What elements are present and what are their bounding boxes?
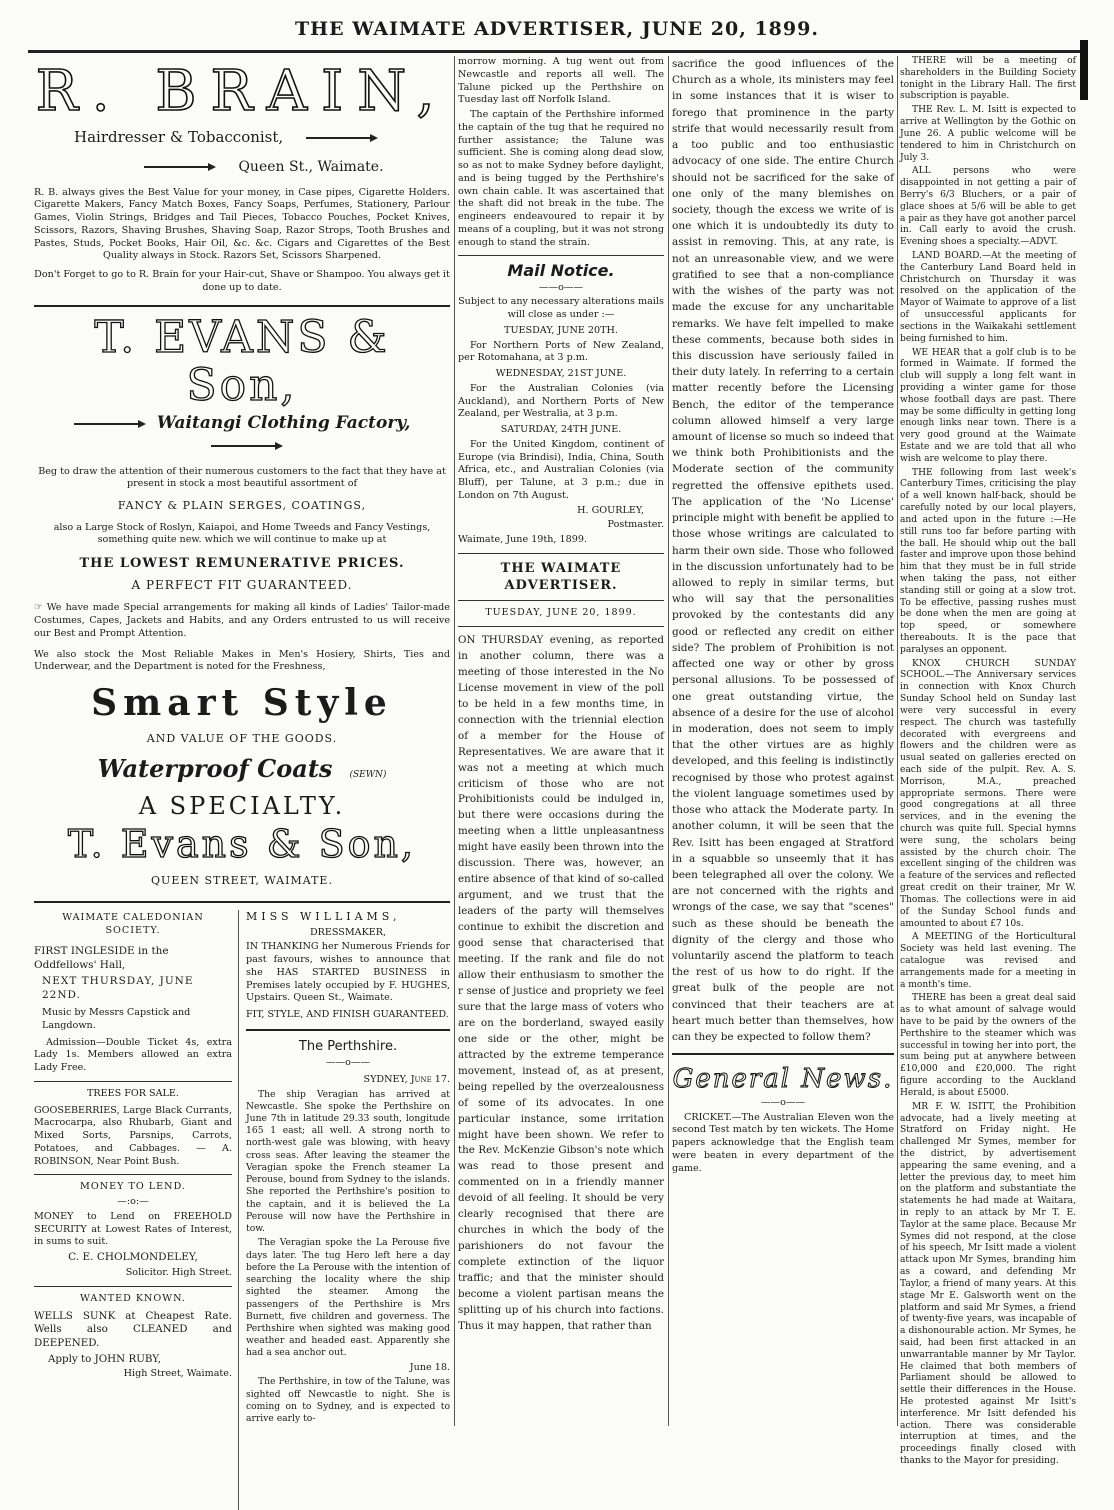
evans-waterproof-text: Waterproof Coats — [97, 753, 333, 783]
notice-divider — [34, 1286, 232, 1287]
general-news-separator: ——o—— — [760, 1096, 806, 1108]
mail-day-body: For the Australian Colonies (via Auckland), and Northern Ports of New Zealand, per Westralia, at 3 p.m. — [458, 382, 664, 420]
perthshire-title: The Perthshire. — [298, 1038, 398, 1054]
perthshire-para: The Veragian spoke the La Perouse five days later. The tug Hero left here a day before the La Perouse with the intention of searching the locality where the ship sighted the steamer. Among the passengers of the Perthshire is Mrs Burnett, five children and governess. The Perthshire when sighted was making good weather and headed east. Apparently she had a sea anchor out. — [246, 1237, 450, 1359]
evans-intro: Beg to draw the attention of their numerous customers to the fact that they have at present in stock a most beautiful assortment of — [38, 465, 446, 490]
perthshire-para: The ship Veragian has arrived at Newcastle. She spoke the Perthshire on June 7th in latitude 29.33 south, longitude 165 1 east; all well. A strong north to north-west gale was blowing, with heavy cross seas. After leaving the steamer the Veragian spoke the French steamer La Perouse, bound from Sydney to the islands. She reported the Perthshire's position to the captain, and it is believed the La Perouse will now have the Perthshire in tow. — [246, 1088, 450, 1235]
perthshire-separator: ——o—— — [325, 1057, 371, 1069]
news-item: ALL persons who were disappointed in not getting a pair of Berry's 6/3 Bluchers, or a pair of glace shoes at 5/6 will be able to get a pair as they have got another parcel in. Call early to avoid the crush. Evening shoes a specialty.—ADVT. — [900, 166, 1076, 248]
evans-street: QUEEN STREET, WAIMATE. — [151, 874, 333, 888]
perthshire-continued: The captain of the Perthshire informed the captain of the tug that he required no further assistance; the Talune was sufficient. She is coming along dead slow, so as not to make Sydney before daylight, and is being tugged by the Perthshire's own chain cable. It was ascertained that the shaft did not break in the tube. The engineers endeavoured to repair it by means of a coupling, but it was not strong enough to stand the strain. — [458, 109, 664, 248]
news-item: WE HEAR that a golf club is to be formed in Waimate. If formed the club will supply a long felt want in providing a winter game for those whose football days are past. There may be some difficulty in getting long enough links near town. There is a very good ground at the Waimate Estate and we are told that all who wish are welcome to play there. — [900, 347, 1076, 464]
money-title: MONEY TO LEND. — [80, 1181, 186, 1193]
editorial-header — [458, 560, 664, 627]
williams-title: MISS WILLIAMS, — [246, 909, 401, 923]
evans-ladies — [34, 602, 450, 640]
notice-divider — [34, 1081, 232, 1082]
small-ads-right — [246, 910, 450, 1428]
mail-date: Waimate, June 19th, 1899. — [458, 534, 587, 546]
mail-day: WEDNESDAY, 21ST JUNE. — [495, 368, 627, 380]
column-rule — [897, 56, 898, 1426]
mail-intro: Subject to any necessary alterations mails will close as under :— — [458, 296, 664, 321]
news-item: THE following from last week's Canterbury Times, criticising the play of a well known half-back, should be carefully noted by our local players, and acted upon in the future :—He still runs too far before parting with the ball. He should whip out the ball faster and improve upon those behind him that they must be in full stride when taking the pass, not either standing still or going at a slow trot. To be effective, passing rushes must be done when the men are going at top speed, or somewhere thereabouts. It is the pace that paralyses an opponent. — [900, 467, 1076, 655]
money-name: C. E. CHOLMONDELEY, — [68, 1251, 198, 1264]
wanted-title: WANTED KNOWN. — [80, 1292, 186, 1304]
mail-notice — [458, 260, 664, 547]
evans-smart-style: Smart Style — [91, 682, 393, 725]
ornament-icon — [306, 137, 376, 139]
mail-day: SATURDAY, 24TH JUNE. — [500, 424, 622, 436]
money-role: Solicitor. High Street. — [125, 1267, 232, 1279]
evans-fit: A PERFECT FIT GUARANTEED. — [131, 578, 353, 593]
column-rule — [668, 56, 669, 1426]
editorial-continued: sacrifice the good influences of the Church as a whole, its ministers may feel in some instances that it is wiser to forego that prominence in the party strife that would necessarily result from a too public and too enthusiastic advocacy of one side. The entire Church should not be sacrificed for the sake of one only of the many blemishes on society, though the excess we write of is one which it is undoubtedly its duty to assist in removing. This, at any rate, is not an unreasonable view, and we were gratified to see that a non-compliance with the wishes of the party was not made the excuse for any uncharitable remarks. We have felt impelled to make these comments, because both sides in this discussion have seriously failed in their duty lately. In referring to a certain matter recently before the Licensing Bench, the editor of the temperance column allowed himself a very large amount of license so much so indeed that we think both Prohibitionists and the Moderate section of the community regretted the offensive epithets used. The application of the 'No License' principle might with benefit be applied to those whose writings are calculated to harm their own side. Those who followed in the discussion unfortunately had to be allowed to reply in similar terms, but who will say that the personalities provoked by the contestants did any good or reflected any credit on either side? The problem of Prohibition is not affected one way or other by gross personal allusions. To be possessed of one great outstanding virtue, the absence of a desire for the use of alcohol in moderation, does not seem to imply that the other virtues are as highly developed, and this feeling is indistinctly recognised by those who protest against the violent language sometimes used by those who attack the Moderate party. In another column, it will be seen that the Rev. Isitt has been engaged at Stratford in a squabble so unseemly that it has been telegraphed all over the colony. We are not concerned with the rights and wrongs of the case, we say that "scenes" such as these should be beneath the dignity of the clergy and those who voluntarily ascend the platform to teach the rest of us how to do right. If the great bulk of the people are not convinced that their teachers are at heart much better than themselves, how can they be expected to follow them? — [672, 58, 894, 1044]
evans-name: T. EVANS & Son, — [94, 311, 390, 411]
brain-location — [34, 158, 450, 177]
trees-notice — [34, 1088, 232, 1169]
news-item: A MEETING of the Horticultural Society was held last evening. The catalogue was revised and arrangements made for a meeting in a month's time. — [900, 932, 1076, 990]
pointing-hand-icon: ☞ — [34, 602, 47, 614]
editorial-text: ON THURSDAY evening, as reported in another column, there was a meeting of those interested in the No License movement in view of the poll to be held in a few months time, in connection with the triennial election of a member for the House of Representatives. We are aware that it was not a meeting at which much criticism of those who are not Prohibitionists could be indulged in, but there were occasions during the meeting when a little unpleasantness might have easily been thrown into the discussion. There was, however, an entire absence of that kind of so-called argument, and we trust that the leaders of the party will themselves continue to exhibit the discretion and good sense that characterised that meeting. If the rank and file do not allow their enthusiasm to smother the r sense of justice and propriety we feel sure that the large mass of voters who are on the borderland, swayed easily one side or the other, might be attracted by the extreme temperance movement, instead of, as at present, being repelled by the overzealousness of some of its advocates. In one particular instance, some irritation might have been shown. We refer to the Rev. McKenzie Gibson's note which was read to those present and commented on in a friendly manner devoid of all feeling. It should be very clearly recognised that there are churches in which the body of the parishioners do not favour the complete extinction of the liquor traffic; and that the minister should become a violent partisan means the splitting up of his church into factions. Thus it may happen, that rather than — [458, 633, 664, 1332]
williams-body: IN THANKING her Numerous Friends for past favours, wishes to announce that she HAS STARTED BUSINESS in Premises lately occupied by F. HUGHES, Upstairs. Queen St., Waimate. — [246, 941, 450, 1004]
brain-location-text: Queen St., Waimate. — [238, 158, 384, 175]
brain-body: R. B. always gives the Best Value for your money, in Case pipes, Cigarette Holders. Cigarette Makers, Fancy Match Boxes, Fancy Soaps, Perfumes, Stationery, Parlour Games, Violin Strings, Bridges and Tail Pieces, Tobacco Pouches, Pocket Knives, Scissors, Razors, Shaving Brushes, Shaving Soap, Razor Strops, Tooth Brushes and Pastes, Studs, Pocket Books, Hair Oil, &c. &c. Cigars and Cigarettes of the Best Quality always in Stock. Razors Set, Scissors Sharpened. — [34, 186, 450, 262]
column-two — [458, 56, 664, 1337]
mail-title: Mail Notice. — [507, 261, 615, 281]
trees-title: TREES FOR SALE. — [87, 1087, 179, 1099]
money-notice — [34, 1181, 232, 1279]
section-divider — [672, 1053, 894, 1055]
wanted-apply: Apply to JOHN RUBY, — [48, 1352, 162, 1365]
ad-divider — [34, 305, 450, 307]
editorial-paper: THE WAIMATE ADVERTISER. — [500, 560, 622, 594]
column-four — [900, 56, 1076, 1470]
masthead-rule — [28, 50, 1080, 53]
brain-footer: Don't Forget to go to R. Brain for your Hair-cut, Shave or Shampoo. You always get it done up to date. — [34, 269, 450, 293]
news-item: THE Rev. L. M. Isitt is expected to arrive at Wellington by the Gothic on June 26. A public welcome will be tendered to him in Christchurch on July 3. — [900, 105, 1076, 163]
brain-advertisement — [34, 59, 450, 295]
evans-factory-text: Waitangi Clothing Factory, — [156, 413, 411, 434]
evans-prices: THE LOWEST REMUNERATIVE PRICES. — [79, 556, 405, 572]
brain-trade — [34, 128, 450, 148]
general-news — [672, 1062, 894, 1175]
ornament-icon — [74, 423, 144, 425]
news-item: THERE will be a meeting of shareholders in the Building Society tonight in the Library Hall. The first subscription is payable. — [900, 56, 1076, 102]
news-item: LAND BOARD.—At the meeting of the Canterbury Land Board held in Christchurch on Thursday it was resolved on the application of the Mayor of Waimate to approve of a list of unsuccessful applicants for sections in the Waikakahi settlement being furnished to him. — [900, 251, 1076, 344]
notice-divider — [34, 1174, 232, 1175]
caledonian-date: NEXT THURSDAY, JUNE 22ND. — [42, 975, 194, 1002]
evans-factory — [34, 412, 450, 457]
ad-divider — [34, 901, 450, 903]
column-three — [672, 56, 894, 1177]
mail-day-body: For the United Kingdom, continent of Europe (via Brindisi), India, China, South Africa, etc., and Australian Colonies (via Bluff), per Talune, at 3 p.m.; due in London on 7th August. — [458, 438, 664, 501]
brain-name: R. BRAIN, — [35, 59, 449, 124]
evans-name-bottom: T. Evans & Son, — [67, 822, 417, 867]
perthshire-dateline: SYDNEY, June 17. — [363, 1073, 450, 1085]
sub-column-rule — [238, 910, 239, 1510]
williams-footer: FIT, STYLE, AND FINISH GUARANTEED. — [246, 1009, 449, 1021]
ornament-icon — [211, 445, 281, 447]
wanted-address: High Street, Waimate. — [123, 1368, 232, 1380]
brain-trade-text: Hairdresser & Tobacconist, — [74, 128, 284, 146]
wanted-notice — [34, 1293, 232, 1381]
money-separator: —:o:— — [117, 1196, 149, 1208]
evans-stock: We also stock the Most Reliable Makes in Men's Hosiery, Shirts, Ties and Underwear, and the Department is noted for the Freshness, — [34, 648, 450, 673]
wanted-body: WELLS SUNK at Cheapest Rate. Wells also CLEANED and DEEPENED. — [34, 1309, 232, 1350]
caledonian-body: FIRST INGLESIDE in the Oddfellows' Hall, — [34, 945, 169, 972]
mail-sign: H. GOURLEY, — [577, 504, 644, 516]
evans-value: AND VALUE OF THE GOODS. — [146, 732, 338, 746]
section-divider — [458, 255, 664, 256]
evans-specialty: A SPECIALTY. — [138, 791, 346, 820]
masthead: THE WAIMATE ADVERTISER, JUNE 20, 1899. — [295, 18, 819, 40]
williams-role: DRESSMAKER, — [309, 926, 387, 938]
section-divider — [458, 600, 664, 601]
mail-separator: ——o—— — [538, 281, 584, 293]
section-divider — [458, 626, 664, 627]
evans-sewn: (SEWN) — [349, 769, 387, 780]
small-ads-left — [34, 910, 232, 1383]
small-ads-area — [34, 910, 450, 1510]
caledonian-title: WAIMATE CALEDONIAN SOCIETY. — [62, 911, 204, 936]
evans-ladies-text: We have made Special arrangements for making all kinds of Ladies' Tailor-made Costumes, Capes, Jackets and Habits, and any Orders entrusted to us will receive our Best and Prompt Attention. — [34, 602, 450, 639]
edge-bar — [1080, 40, 1088, 100]
caledonian-admission: Admission—Double Ticket 4s, extra Lady 1s. Members allowed an extra Lady Free. — [34, 1036, 232, 1074]
editorial-date: TUESDAY, JUNE 20, 1899. — [485, 607, 637, 619]
mail-day: TUESDAY, JUNE 20TH. — [504, 324, 618, 336]
perthshire-para: The Perthshire, in tow of the Talune, was sighted off Newcastle to night. She is coming on to Sydney, and is expected to arrive early to- — [246, 1376, 450, 1425]
evans-advertisement — [34, 311, 450, 889]
mail-day-body: For Northern Ports of New Zealand, per Rotomahana, at 3 p.m. — [458, 339, 664, 364]
money-body: MONEY to Lend on FREEHOLD SECURITY at Lowest Rates of Interest, in sums to suit. — [34, 1210, 232, 1248]
evans-waterproof — [34, 753, 450, 785]
news-item: MR F. W. ISITT, the Prohibition advocate, had a lively meeting at Stratford on Friday night. He challenged Mr Symes, member for the district, by advertisement appearing the same evening, and a letter the previous day, to meet him on the platform and substantiate the statements he had made at Waitara, in reply to an attack by Mr T. E. Taylor at the same place. Because Mr Symes did not respond, at the close of his speech, Mr Isitt made a violent attack upon Mr Symes, branding him as a coward, and defending Mr Taylor, a friend of many years. At this stage Mr E. Galsworth went on the platform and said Mr Symes, a friend of twenty-five years, was incapable of a dishonourable action. Mr Symes, he said, had been first attacked in an unwarrantable manner by Mr Taylor. He claimed that both members of Parliament should be allowed to settle their differences in the House. He protested against Mr Isitt's interference. Mr Isitt defended his action. There was considerable interruption at times, and the proceedings finally closed with thanks to the Mayor for presiding. — [900, 1101, 1076, 1467]
trees-body: GOOSEBERRIES, Large Black Currants, Macrocarpa, also Rhubarb, Giant and Mixed Sorts, Parsnips, Carrots, Potatoes, and Cabbages. — A. ROBINSON, Near Point Bush. — [34, 1104, 232, 1167]
evans-goods: FANCY & PLAIN SERGES, COATINGS, — [117, 499, 367, 513]
ad-column — [34, 56, 450, 1510]
news-item: THERE has been a great deal said as to what amount of salvage would have to be paid by the owners of the Perthshire to the steamer which was successful in towing her into port, the sum being put at anywhere between £10,000 and £20,000. The right figure according to the Auckland Herald, is about £5000. — [900, 993, 1076, 1098]
williams-notice — [246, 910, 450, 1022]
mail-sign-role: Postmaster. — [607, 519, 664, 531]
caledonian-notice — [34, 912, 232, 1075]
column-rule — [454, 56, 455, 1426]
perthshire-continued: morrow morning. A tug went out from Newcastle and reports all well. The Talune picked up the Perthshire on Tuesday last off Norfolk Island. — [458, 56, 664, 106]
general-news-title: General News. — [672, 1064, 894, 1095]
ornament-icon — [144, 166, 214, 168]
news-item: KNOX CHURCH SUNDAY SCHOOL.—The Anniversary services in connection with Knox Church Sunday School held on Sunday last were very successful in every respect. The church was tastefully decorated with evergreens and flowers and the children were as usual seated on galleries erected on each side of the pulpit. Rev. A. S. Morrison, M.A., preached appropriate sermons. There were good congregations at all three services, and in the evening the church was quite full. Special hymns were sung, the scholars being assisted by the church choir. The excellent singing of the children was a feature of the services and reflected great credit on their trainer, Mr W. Thomas. The collections were in aid of the Sunday School funds and amounted to about £7 10s. — [900, 658, 1076, 929]
evans-also: also a Large Stock of Roslyn, Kaiapoi, and Home Tweeds and Fancy Vestings, something quite new. which we will continue to make up at — [53, 521, 431, 546]
notice-divider — [246, 1029, 450, 1031]
perthshire-news — [246, 1038, 450, 1426]
caledonian-music: Music by Messrs Capstick and Langdown. — [42, 1007, 191, 1031]
general-news-body: CRICKET.—The Australian Eleven won the second Test match by ten wickets. The Home papers acknowledge that the English team were beaten in every department of the game. — [672, 1111, 894, 1174]
perthshire-dateline: June 18. — [409, 1361, 450, 1373]
section-divider — [458, 553, 664, 554]
